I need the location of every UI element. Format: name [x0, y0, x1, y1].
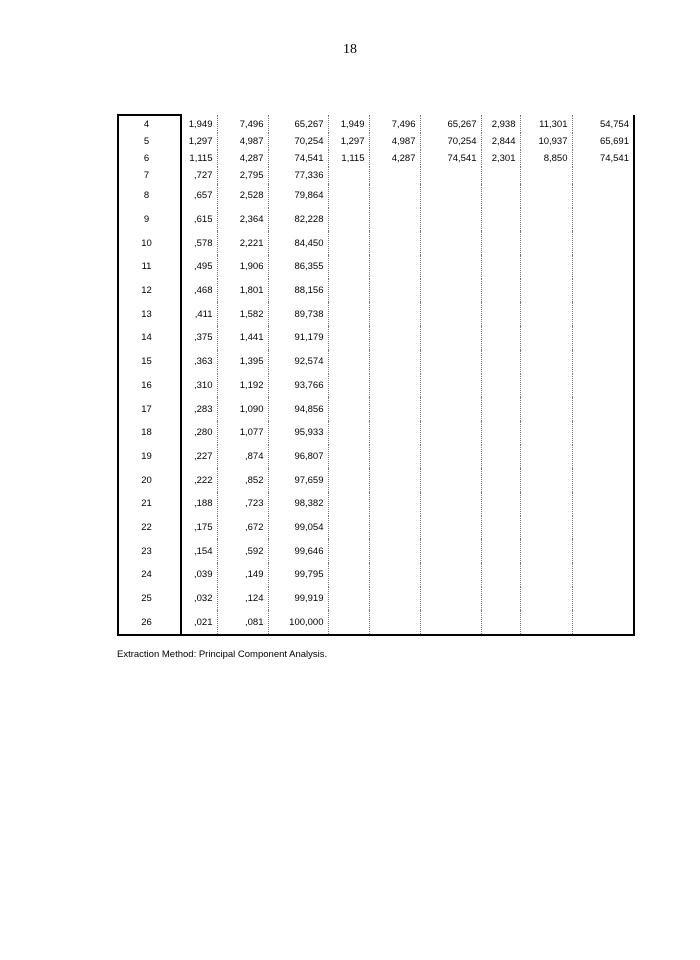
table-cell: 99,795 [268, 563, 328, 587]
table-cell: ,032 [181, 587, 217, 611]
table-cell [369, 468, 420, 492]
table-cell [420, 350, 481, 374]
table-cell [520, 587, 572, 611]
table-cell [481, 587, 520, 611]
table-cell: ,154 [181, 539, 217, 563]
table-cell [328, 468, 369, 492]
table-cell [420, 421, 481, 445]
table-cell [481, 184, 520, 208]
table-cell: 65,267 [268, 115, 328, 133]
table-row [118, 421, 634, 445]
table-cell [420, 610, 481, 635]
table-cell [369, 279, 420, 303]
table-cell [420, 167, 481, 184]
table-cell: 1,395 [217, 350, 268, 374]
table-row [118, 184, 634, 208]
table-cell [520, 539, 572, 563]
table-cell [420, 587, 481, 611]
table-cell: 94,856 [268, 397, 328, 421]
table-cell: 4,987 [369, 133, 420, 150]
table-cell [328, 231, 369, 255]
component-number-cell: 15 [118, 350, 181, 374]
table-cell [481, 563, 520, 587]
table-body [118, 115, 634, 635]
table-cell: 98,382 [268, 492, 328, 516]
table-cell [481, 610, 520, 635]
table-cell [369, 208, 420, 232]
table-cell: 82,228 [268, 208, 328, 232]
page-number: 18 [343, 42, 357, 57]
table-row [118, 374, 634, 398]
table-row [118, 539, 634, 563]
table-cell [328, 279, 369, 303]
component-number-cell: 6 [118, 150, 181, 167]
table-cell: 92,574 [268, 350, 328, 374]
table-cell [572, 610, 634, 635]
table-cell [369, 374, 420, 398]
table-cell [520, 231, 572, 255]
table-cell: ,874 [217, 445, 268, 469]
component-number-cell: 20 [118, 468, 181, 492]
table-cell [369, 563, 420, 587]
variance-table-container [117, 114, 635, 636]
table-cell [369, 167, 420, 184]
component-number-cell: 5 [118, 133, 181, 150]
table-cell [481, 374, 520, 398]
table-cell: 97,659 [268, 468, 328, 492]
table-cell [481, 255, 520, 279]
table-cell: 93,766 [268, 374, 328, 398]
table-cell [369, 492, 420, 516]
table-cell: 70,254 [420, 133, 481, 150]
component-number-cell: 10 [118, 231, 181, 255]
table-cell [420, 302, 481, 326]
table-cell [520, 279, 572, 303]
table-cell: 2,938 [481, 115, 520, 133]
table-cell [520, 302, 572, 326]
table-cell [420, 279, 481, 303]
table-cell: ,657 [181, 184, 217, 208]
table-cell [328, 587, 369, 611]
table-cell: 84,450 [268, 231, 328, 255]
component-number-cell: 8 [118, 184, 181, 208]
table-cell [369, 587, 420, 611]
table-cell [572, 516, 634, 540]
table-cell [481, 208, 520, 232]
table-cell [520, 184, 572, 208]
table-cell [481, 167, 520, 184]
table-cell: 1,297 [328, 133, 369, 150]
table-cell [572, 421, 634, 445]
table-cell [481, 326, 520, 350]
table-cell [572, 492, 634, 516]
table-cell [420, 374, 481, 398]
table-cell [572, 231, 634, 255]
table-cell [328, 326, 369, 350]
table-row [118, 279, 634, 303]
table-cell: 1,906 [217, 255, 268, 279]
component-number-cell: 13 [118, 302, 181, 326]
component-number-cell: 16 [118, 374, 181, 398]
component-number-cell: 7 [118, 167, 181, 184]
table-cell [481, 350, 520, 374]
table-row [118, 492, 634, 516]
table-row [118, 255, 634, 279]
table-cell [520, 208, 572, 232]
table-cell [328, 563, 369, 587]
table-cell [572, 167, 634, 184]
table-cell [369, 445, 420, 469]
table-cell [420, 539, 481, 563]
table-row [118, 231, 634, 255]
table-cell [420, 468, 481, 492]
table-cell [328, 208, 369, 232]
table-row [118, 150, 634, 167]
table-cell [520, 563, 572, 587]
component-number-cell: 22 [118, 516, 181, 540]
table-cell [520, 350, 572, 374]
table-cell [481, 516, 520, 540]
table-cell: 1,949 [328, 115, 369, 133]
table-cell [420, 563, 481, 587]
table-cell: 1,582 [217, 302, 268, 326]
table-cell [572, 587, 634, 611]
component-number-cell: 14 [118, 326, 181, 350]
table-cell [369, 421, 420, 445]
table-cell [572, 468, 634, 492]
table-cell: ,495 [181, 255, 217, 279]
component-number-cell: 26 [118, 610, 181, 635]
table-cell [481, 279, 520, 303]
table-cell [481, 445, 520, 469]
table-cell: ,723 [217, 492, 268, 516]
table-cell: 74,541 [268, 150, 328, 167]
table-cell: ,175 [181, 516, 217, 540]
table-row [118, 302, 634, 326]
component-number-cell: 21 [118, 492, 181, 516]
table-row [118, 167, 634, 184]
table-cell [520, 167, 572, 184]
table-cell [572, 184, 634, 208]
table-cell [481, 397, 520, 421]
table-cell [572, 397, 634, 421]
table-cell: 7,496 [369, 115, 420, 133]
table-cell: 2,364 [217, 208, 268, 232]
table-cell [481, 421, 520, 445]
table-cell: 1,077 [217, 421, 268, 445]
table-cell [328, 184, 369, 208]
table-cell [369, 255, 420, 279]
component-number-cell: 19 [118, 445, 181, 469]
component-number-cell: 9 [118, 208, 181, 232]
table-cell: 2,301 [481, 150, 520, 167]
table-cell [328, 610, 369, 635]
component-number-cell: 18 [118, 421, 181, 445]
table-cell: 100,000 [268, 610, 328, 635]
table-cell: 1,115 [181, 150, 217, 167]
table-cell [520, 610, 572, 635]
table-cell [328, 302, 369, 326]
table-cell: 2,528 [217, 184, 268, 208]
table-cell [328, 397, 369, 421]
table-cell [328, 539, 369, 563]
table-cell: 7,496 [217, 115, 268, 133]
table-cell: 1,090 [217, 397, 268, 421]
table-row [118, 563, 634, 587]
table-cell [520, 516, 572, 540]
table-cell [369, 184, 420, 208]
table-cell [481, 231, 520, 255]
table-cell: 65,691 [572, 133, 634, 150]
table-cell: 99,646 [268, 539, 328, 563]
table-cell: 96,807 [268, 445, 328, 469]
table-cell: ,280 [181, 421, 217, 445]
table-cell [520, 445, 572, 469]
table-cell: 2,221 [217, 231, 268, 255]
table-cell: 8,850 [520, 150, 572, 167]
table-cell [369, 516, 420, 540]
table-cell [572, 374, 634, 398]
table-cell: ,227 [181, 445, 217, 469]
table-row [118, 208, 634, 232]
component-number-cell: 4 [118, 115, 181, 133]
table-row [118, 587, 634, 611]
table-cell [420, 184, 481, 208]
table-cell [369, 397, 420, 421]
table-cell [369, 350, 420, 374]
table-cell: 2,844 [481, 133, 520, 150]
table-cell [328, 255, 369, 279]
component-number-cell: 25 [118, 587, 181, 611]
table-cell [572, 326, 634, 350]
component-number-cell: 12 [118, 279, 181, 303]
table-cell [328, 350, 369, 374]
table-cell [420, 208, 481, 232]
table-cell [420, 397, 481, 421]
table-cell: 10,937 [520, 133, 572, 150]
table-cell [481, 302, 520, 326]
table-cell [572, 208, 634, 232]
table-cell: ,852 [217, 468, 268, 492]
table-cell: ,081 [217, 610, 268, 635]
table-cell [572, 563, 634, 587]
table-cell: 54,754 [572, 115, 634, 133]
table-cell [572, 445, 634, 469]
table-cell: ,021 [181, 610, 217, 635]
table-cell [481, 492, 520, 516]
table-cell: ,727 [181, 167, 217, 184]
table-row [118, 326, 634, 350]
table-cell: 1,115 [328, 150, 369, 167]
table-cell [369, 326, 420, 350]
table-cell: 4,987 [217, 133, 268, 150]
table-cell: 4,287 [369, 150, 420, 167]
table-cell [420, 445, 481, 469]
table-cell: 2,795 [217, 167, 268, 184]
table-cell: ,222 [181, 468, 217, 492]
table-cell [328, 421, 369, 445]
table-cell: 1,192 [217, 374, 268, 398]
table-cell [520, 374, 572, 398]
table-cell [520, 421, 572, 445]
table-cell: ,124 [217, 587, 268, 611]
table-cell: 91,179 [268, 326, 328, 350]
table-cell: ,592 [217, 539, 268, 563]
table-row [118, 133, 634, 150]
table-cell [328, 516, 369, 540]
table-cell [572, 279, 634, 303]
table-cell: 1,441 [217, 326, 268, 350]
table-cell [572, 302, 634, 326]
table-cell [369, 302, 420, 326]
table-row [118, 516, 634, 540]
table-cell [520, 326, 572, 350]
table-cell: ,039 [181, 563, 217, 587]
component-number-cell: 23 [118, 539, 181, 563]
table-cell [520, 397, 572, 421]
table-cell [420, 326, 481, 350]
table-cell [328, 492, 369, 516]
table-cell: 77,336 [268, 167, 328, 184]
table-cell: 1,297 [181, 133, 217, 150]
table-row [118, 350, 634, 374]
table-row [118, 115, 634, 133]
table-cell: ,672 [217, 516, 268, 540]
table-cell: ,615 [181, 208, 217, 232]
table-cell [481, 539, 520, 563]
table-cell: 86,355 [268, 255, 328, 279]
table-cell [481, 468, 520, 492]
table-cell: 70,254 [268, 133, 328, 150]
table-cell [420, 492, 481, 516]
table-cell: ,578 [181, 231, 217, 255]
table-row [118, 610, 634, 635]
table-cell: ,188 [181, 492, 217, 516]
table-cell [328, 445, 369, 469]
table-cell: 1,801 [217, 279, 268, 303]
table-cell: ,283 [181, 397, 217, 421]
component-number-cell: 17 [118, 397, 181, 421]
table-cell: 11,301 [520, 115, 572, 133]
table-cell [572, 255, 634, 279]
table-cell: 1,949 [181, 115, 217, 133]
table-cell: 74,541 [572, 150, 634, 167]
table-cell [369, 231, 420, 255]
table-cell: ,149 [217, 563, 268, 587]
table-cell [520, 492, 572, 516]
table-cell: ,310 [181, 374, 217, 398]
table-cell: ,411 [181, 302, 217, 326]
table-cell: ,363 [181, 350, 217, 374]
table-cell: 99,919 [268, 587, 328, 611]
table-cell [369, 539, 420, 563]
table-cell: 65,267 [420, 115, 481, 133]
table-cell [420, 516, 481, 540]
table-cell: 88,156 [268, 279, 328, 303]
table-row [118, 397, 634, 421]
table-cell: 74,541 [420, 150, 481, 167]
table-row [118, 468, 634, 492]
table-footnote: Extraction Method: Principal Component Analysis. [117, 649, 328, 660]
table-cell [572, 350, 634, 374]
table-cell [572, 539, 634, 563]
table-cell [520, 255, 572, 279]
table-cell: 95,933 [268, 421, 328, 445]
table-cell [420, 255, 481, 279]
component-number-cell: 11 [118, 255, 181, 279]
table-cell [520, 468, 572, 492]
table-cell: 99,054 [268, 516, 328, 540]
table-cell: 89,738 [268, 302, 328, 326]
table-cell: ,468 [181, 279, 217, 303]
table-row [118, 445, 634, 469]
table-cell [328, 374, 369, 398]
table-cell [369, 610, 420, 635]
table-cell [420, 231, 481, 255]
component-number-cell: 24 [118, 563, 181, 587]
table-cell: 79,864 [268, 184, 328, 208]
table-cell: ,375 [181, 326, 217, 350]
table-cell [328, 167, 369, 184]
table-cell: 4,287 [217, 150, 268, 167]
variance-table [117, 114, 635, 636]
